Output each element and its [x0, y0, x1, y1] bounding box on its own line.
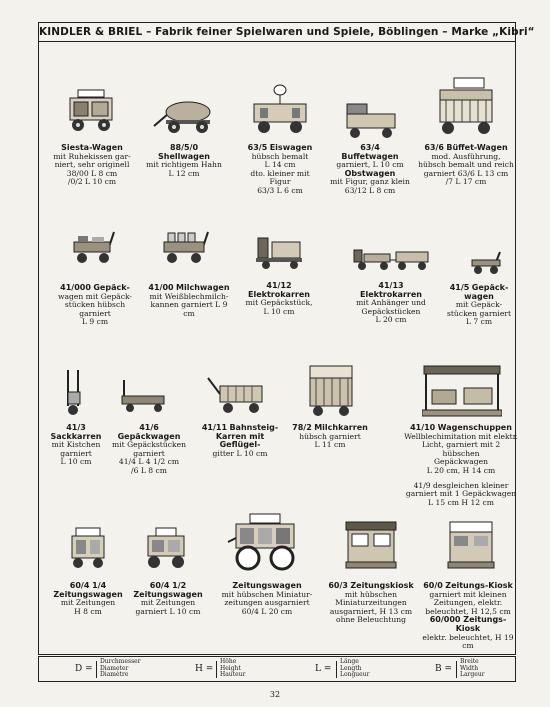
legend-bar — [38, 656, 516, 682]
milchwagen-illustration — [160, 228, 214, 268]
item-shellwagen: 88/5/0 Shellwagen mit richtigem Hahn L 12 cm — [146, 143, 222, 178]
item-zeitungskiosk-600: 60/0 Zeitungs-Kiosk garniert mit kleinen Zeitungen, elektr. beleuchtet, H 12,5 cm 60/000 Zeitungs-Kiosk elektr. beleuchtet, H 19 cm — [422, 581, 514, 651]
zeitungskiosk-600-illustration — [446, 520, 496, 570]
eiswagen-illustration — [250, 84, 310, 136]
item-eiswagen: 63/5 Eiswagen hübsch bemalt L 14 cm dto. kleiner mit Figur 63/3 L 6 cm — [247, 143, 313, 195]
item-siesta-wagen: Siesta-Wagen mit Ruhekissen gar- niert, sehr originell 38/00 L 8 cm /0/2 L 10 cm — [53, 143, 131, 187]
item-zeitungswagen-6042: 60/4 1/2 Zeitungswagen mit Zeitungen garniert L 10 cm — [133, 581, 203, 616]
legend-length: L = Länge Length Longueur — [315, 658, 370, 679]
wagenschuppen-illustration — [422, 364, 502, 418]
item-zeitungswagen-6041: 60/4 1/4 Zeitungswagen mit Zeitungen H 8 cm — [53, 581, 123, 616]
bahnsteigkarren-illustration — [206, 376, 268, 416]
zeitungswagen-604-illustration — [226, 512, 306, 572]
item-elektrokarren-4113: 41/13 Elektrokarren mit Anhänger und Gepäckstücken L 20 cm — [356, 281, 426, 325]
siesta-wagen-illustration — [64, 88, 120, 134]
page-header: KINDLER & BRIEL – Fabrik feiner Spielwaren und Spiele, Böblingen – Marke „Kibri“ — [38, 22, 516, 42]
item-gepaeckwagen-415: 41/5 Gepäck- wagen mit Gepäck- stücken garniert L 7 cm — [446, 283, 511, 327]
item-zeitungskiosk-603: 60/3 Zeitungskiosk mit hübschen Miniaturzeitungen ausgarniert, H 13 cm ohne Beleuchtung — [328, 581, 414, 625]
zeitungswagen-6042-illustration — [142, 526, 190, 570]
gepaeckwagen-415-illustration — [468, 250, 506, 276]
elektrokarren-4113-illustration — [352, 246, 432, 272]
legend-diameter: D = Durchmesser Diameter Diamètre — [75, 658, 141, 679]
sackkarren-illustration — [62, 368, 86, 416]
gepaeckwagen-41000-illustration — [70, 228, 120, 268]
item-bueffet-wagen: 63/6 Büffet-Wagen mod. Ausführung, hübsch bemalt und reich garniert 63/6 L 13 cm /7 L 17 cm — [418, 143, 514, 187]
item-milchkarren: 78/2 Milchkarren hübsch garniert L 11 cm — [292, 423, 368, 450]
elektrokarren-4112-illustration — [254, 232, 306, 272]
shellwagen-illustration — [152, 96, 216, 136]
page-number: 32 — [269, 690, 281, 699]
zeitungswagen-6041-illustration — [68, 526, 108, 570]
item-elektrokarren-4112: 41/12 Elektrokarren mit Gepäckstück, L 10 cm — [245, 281, 313, 316]
item-buffetwagen: 63/4 Buffetwagen garniert, L 10 cm Obstwagen mit Figur, ganz klein 63/12 L 8 cm — [330, 143, 410, 195]
item-zeitungswagen-604: Zeitungswagen mit hübschen Miniatur- zeitungen ausgarniert 60/4 L 20 cm — [221, 581, 313, 616]
gepaeckwagen-416-illustration — [116, 378, 168, 414]
legend-height: H = Höhe Height Hauteur — [195, 658, 246, 679]
item-gepaeckwagen-416: 41/6 Gepäckwagen mit Gepäckstücken garniert 41/4 L 4 1/2 cm /6 L 8 cm — [112, 423, 186, 475]
item-sackkarren: 41/3 Sackkarren mit Kistchen garniert L 10 cm — [50, 423, 102, 467]
bueffet-wagen-illustration — [434, 76, 498, 138]
item-milchwagen: 41/00 Milchwagen mit Weißblechmilch- kannen garniert L 9 cm — [148, 283, 230, 318]
buffetwagen-illustration — [343, 100, 399, 140]
milchkarren-illustration — [306, 364, 356, 418]
item-bahnsteigkarren: 41/11 Bahnsteig- Karren mit Geflügel- gitter L 10 cm — [201, 423, 279, 458]
legend-width: B = Breite Width Largeur — [435, 658, 485, 679]
item-wagenschuppen: 41/10 Wagenschuppen Wellblechimitation mit elektr. Licht, garniert mit 2 hübschen Gepäckwagen L 20 cm, H 14 cm 41/9 desgleichen kleiner garniert mit 1 Gepäckwagen L 15 cm H 12 cm — [404, 423, 518, 507]
zeitungskiosk-603-illustration — [344, 520, 398, 570]
item-gepaeckwagen-41000: 41/000 Gepäck- wagen mit Gepäck- stücken hübsch garniert L 9 cm — [57, 283, 133, 327]
